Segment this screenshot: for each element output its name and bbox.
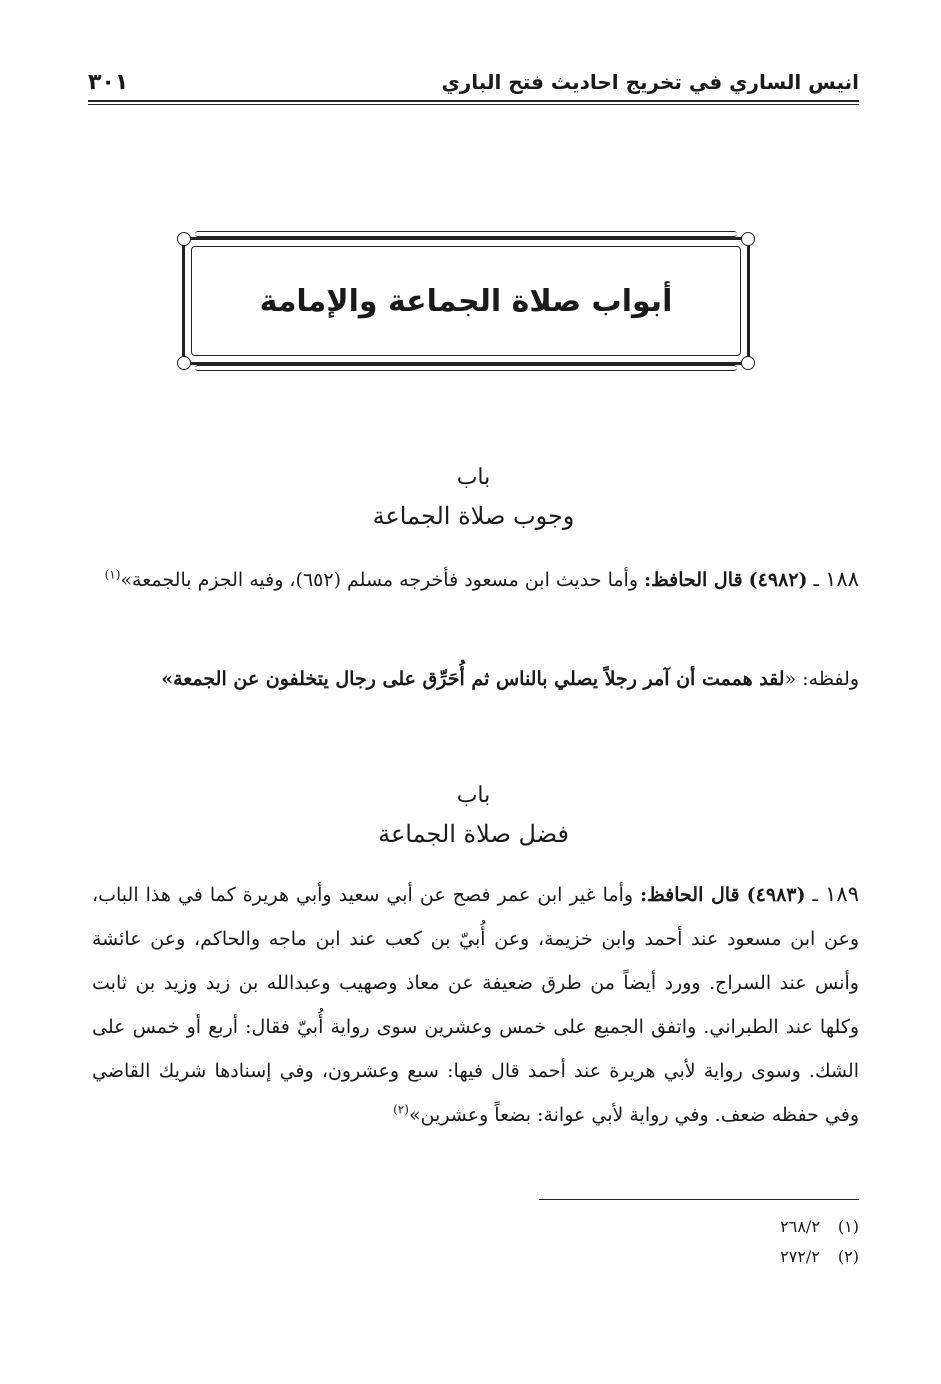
chapter-heading — [88, 778, 859, 854]
hadith-text: وأما حديث ابن مسعود فأخرجه مسلم (٦٥٢)، وفيه الجزم بالجمعة» — [120, 569, 639, 591]
hadith-entry — [92, 872, 859, 1137]
header-rule — [88, 100, 859, 105]
footnote-mark: (٢) — [837, 1247, 859, 1266]
footnote — [539, 1212, 859, 1242]
frame-ornament-icon — [741, 356, 755, 370]
footnote-marker: (١) — [104, 567, 121, 582]
page-number: ٣٠١ — [88, 69, 129, 95]
running-title: انيس الساري في تخريج احاديث فتح الباري — [441, 70, 859, 94]
chapter-bab-label: باب — [456, 783, 491, 808]
hadith-text: وأما غير ابن عمر فصح عن أبي سعيد وأبي هريرة كما في هذا الباب، وعن ابن مسعود عند أحمد وابن خزيمة، وعن أُبيّ بن كعب عند ابن ماجه والحاكم، وعن عائشة وأنس عند السراج. وورد أيضاً من طرق ضعيفة عن معاذ وصهيب وعبدالله بن زيد وزيد بن ثابت وكلها عند الطبراني. واتفق الجميع على خمس وعشرين سوى رواية أُبيّ فقال: أربع أو خمس على الشك. وسوى رواية لأبي هريرة عند أحمد قال فيها: سبع وعشرون، وفي إسنادها شريك القاضي وفي حفظه ضعف. وفي رواية لأبي عوانة: بضعاً وعشرين» — [92, 884, 859, 1126]
footnote-text: ٢٧٢/٢ — [780, 1247, 820, 1266]
chapter-heading — [88, 460, 859, 536]
frame-ornament-icon — [741, 232, 755, 246]
footnotes — [539, 1212, 859, 1272]
wording-text: لقد هممت أن آمر رجلاً يصلي بالناس ثم أُحَرِّق على رجال يتخلفون عن الجمعة — [173, 668, 785, 690]
hadith-wording — [92, 658, 859, 700]
hadith-reference: (٤٩٨٣) — [746, 884, 806, 906]
footnote-rule — [539, 1199, 859, 1200]
hadith-speaker: قال الحافظ: — [640, 884, 740, 906]
frame-ornament-icon — [177, 232, 191, 246]
hadith-entry — [92, 558, 859, 601]
ornate-title-frame — [182, 237, 750, 365]
hadith-number: ١٨٨ — [825, 567, 859, 591]
chapter-bab-label: باب — [456, 465, 491, 490]
footnote-mark: (١) — [837, 1217, 859, 1236]
chapter-title: وجوب صلاة الجماعة — [372, 502, 575, 530]
wording-close-quote: » — [161, 668, 174, 690]
hadith-dash: ـ — [812, 884, 819, 906]
section-title: أبواب صلاة الجماعة والإمامة — [259, 283, 673, 319]
title-frame-inner — [191, 246, 741, 356]
footnote — [539, 1242, 859, 1272]
hadith-number: ١٨٩ — [825, 882, 859, 906]
wording-label: ولفظه: « — [784, 668, 859, 690]
hadith-dash: ـ — [813, 569, 820, 591]
footnote-marker: (٢) — [393, 1102, 409, 1117]
chapter-title: فضل صلاة الجماعة — [378, 820, 569, 848]
running-header — [88, 62, 859, 102]
footnote-text: ٢٦٨/٢ — [780, 1217, 820, 1236]
frame-ornament-icon — [177, 356, 191, 370]
hadith-reference: (٤٩٨٢) — [748, 569, 808, 591]
hadith-speaker: قال الحافظ: — [644, 569, 743, 591]
